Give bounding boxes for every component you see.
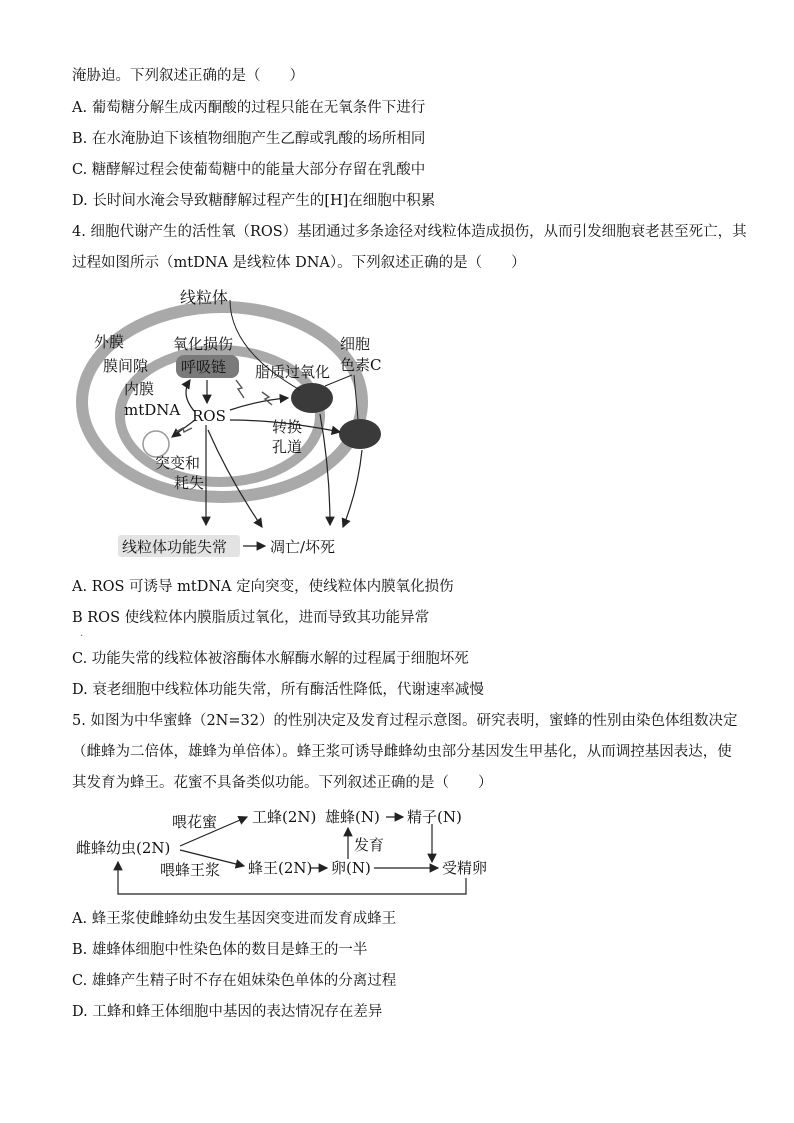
label-ros: ROS [192,407,226,425]
q4-option-a[interactable]: A. ROS 可诱导 mtDNA 定向突变，使线粒体内膜氧化损伤 [72,579,454,595]
q5-option-b[interactable]: B. 雄蜂体细胞中性染色体的数目是蜂王的一半 [72,942,368,958]
q4-option-c[interactable]: C. 功能失常的线粒体被溶酶体水解酶水解的过程属于细胞坏死 [72,651,469,667]
label-lipid-peroxidation: 脂质过氧化 [255,363,331,381]
label-cytochrome-line2: 色素C [340,356,382,374]
label-worker: 工蜂(2N) [252,808,317,826]
q5-option-d[interactable]: D. 工蜂和蜂王体细胞中基因的表达情况存在差异 [72,1004,383,1020]
stray-dot: . [80,628,84,639]
q5-stem-line-2: （雌蜂为二倍体，雄蜂为单倍体）。蜂王浆可诱导雌蜂幼虫部分基因发生甲基化，从而调控基因表达，使 [72,744,732,760]
label-feed-jelly: 喂蜂王浆 [160,861,221,879]
label-sperm: 精子(N) [407,808,462,826]
label-mutation-line1: 突变和 [155,454,201,472]
q3-stem-tail: 淹胁迫。下列叙述正确的是（ ） [72,68,304,84]
label-fertilized-egg: 受精卵 [442,859,488,877]
label-cytochrome-line1: 细胞 [340,335,371,353]
label-drone: 雄蜂(N) [325,808,380,826]
q4-stem-line-2: 过程如图所示（mtDNA 是线粒体 DNA）。下列叙述正确的是（ ） [72,255,526,271]
label-egg: 卵(N) [331,859,371,877]
q4-stem-line-1: 4. 细胞代谢产生的活性氧（ROS）基团通过多条途径对线粒体造成损伤，从而引发细胞衰老甚至死亡，其 [72,224,747,240]
label-feed-nectar: 喂花蜜 [172,813,218,831]
q5-stem-line-1: 5. 如图为中华蜜蜂（2N=32）的性别决定及发育过程示意图。研究表明，蜜蜂的性别由染色体组数决定 [72,713,738,729]
label-dysfunction: 线粒体功能失常 [122,538,228,556]
fig-title: 线粒体 [180,288,229,307]
label-respiratory-chain: 呼吸链 [181,358,227,376]
label-pore-line1: 转换 [272,418,303,436]
q3-option-b[interactable]: B. 在水淹胁迫下该植物细胞产生乙醇或乳酸的场所相同 [72,131,426,147]
label-mtdna: mtDNA [124,401,181,419]
q3-option-c[interactable]: C. 糖酵解过程会使葡萄糖中的能量大部分存留在乳酸中 [72,162,426,178]
label-pore-line2: 孔道 [272,438,303,456]
q4-option-d[interactable]: D. 衰老细胞中线粒体功能失常，所有酶活性降低，代谢速率减慢 [72,682,484,698]
q3-option-d[interactable]: D. 长时间水淹会导致糖酵解过程产生的[H]在细胞中积累 [72,193,436,209]
q5-stem-line-3: 其发育为蜂王。花蜜不具备类似功能。下列叙述正确的是（ ） [72,775,493,791]
q5-option-c[interactable]: C. 雄蜂产生精子时不存在姐妹染色单体的分离过程 [72,973,397,989]
label-develop: 发育 [354,836,385,854]
label-queen: 蜂王(2N) [248,859,313,877]
label-larva: 雌蜂幼虫(2N) [76,839,171,857]
label-intermembrane-space: 膜间隙 [103,357,149,375]
label-outer-membrane: 外膜 [94,333,125,351]
label-mutation-line2: 耗失 [174,474,205,492]
q4-option-b[interactable]: B ROS 使线粒体内膜脂质过氧化，进而导致其功能异常 [72,610,430,626]
label-apoptosis: 凋亡/坏死 [270,538,336,556]
q3-option-a[interactable]: A. 葡萄糖分解生成丙酮酸的过程只能在无氧条件下进行 [72,100,426,116]
label-oxidative-damage: 氧化损伤 [173,335,234,353]
q5-option-a[interactable]: A. 蜂王浆使雌蜂幼虫发生基因突变进而发育成蜂王 [72,911,397,927]
label-inner-membrane: 内膜 [124,380,155,398]
